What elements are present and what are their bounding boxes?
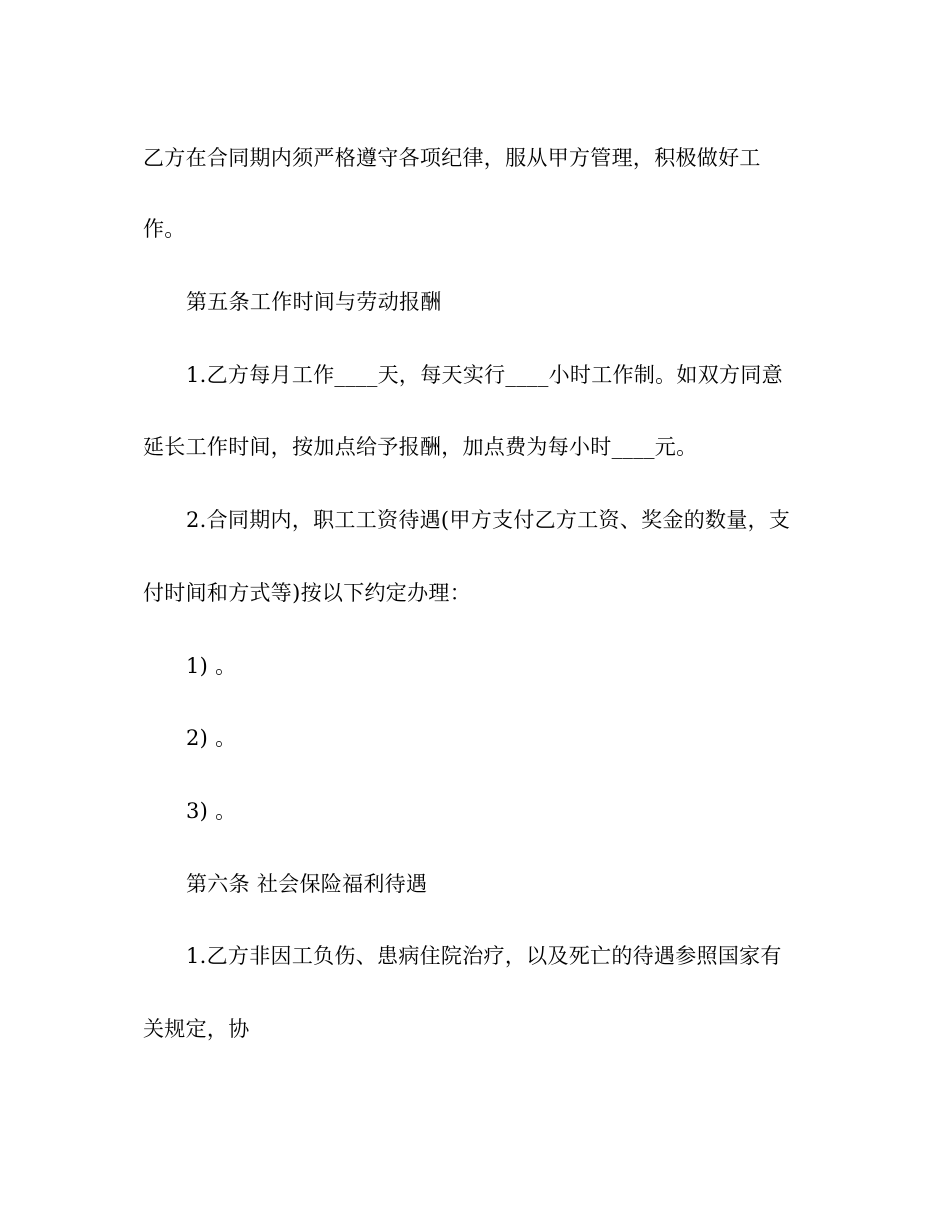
- section-heading: 第五条工作时间与劳动报酬: [186, 290, 442, 314]
- paragraph-line: 作。: [143, 217, 186, 241]
- paragraph-line: 乙方在合同期内须严格遵守各项纪律，服从甲方管理，积极做好工: [143, 146, 761, 170]
- list-item: 2) 。: [186, 726, 237, 750]
- paragraph-line: 2.合同期内，职工工资待遇(甲方支付乙方工资、奖金的数量，支: [186, 508, 791, 532]
- section-heading: 第六条 社会保险福利待遇: [186, 872, 428, 896]
- paragraph-line: 关规定，协: [143, 1017, 250, 1041]
- list-item: 3) 。: [186, 799, 237, 823]
- paragraph-line: 1.乙方非因工负伤、患病住院治疗，以及死亡的待遇参照国家有: [186, 944, 782, 968]
- paragraph-line: 1.乙方每月工作____天，每天实行____小时工作制。如双方同意: [186, 363, 783, 387]
- paragraph-line: 付时间和方式等)按以下约定办理：: [143, 581, 471, 605]
- paragraph-line: 延长工作时间，按加点给予报酬，加点费为每小时____元。: [143, 435, 698, 459]
- list-item: 1) 。: [186, 654, 237, 678]
